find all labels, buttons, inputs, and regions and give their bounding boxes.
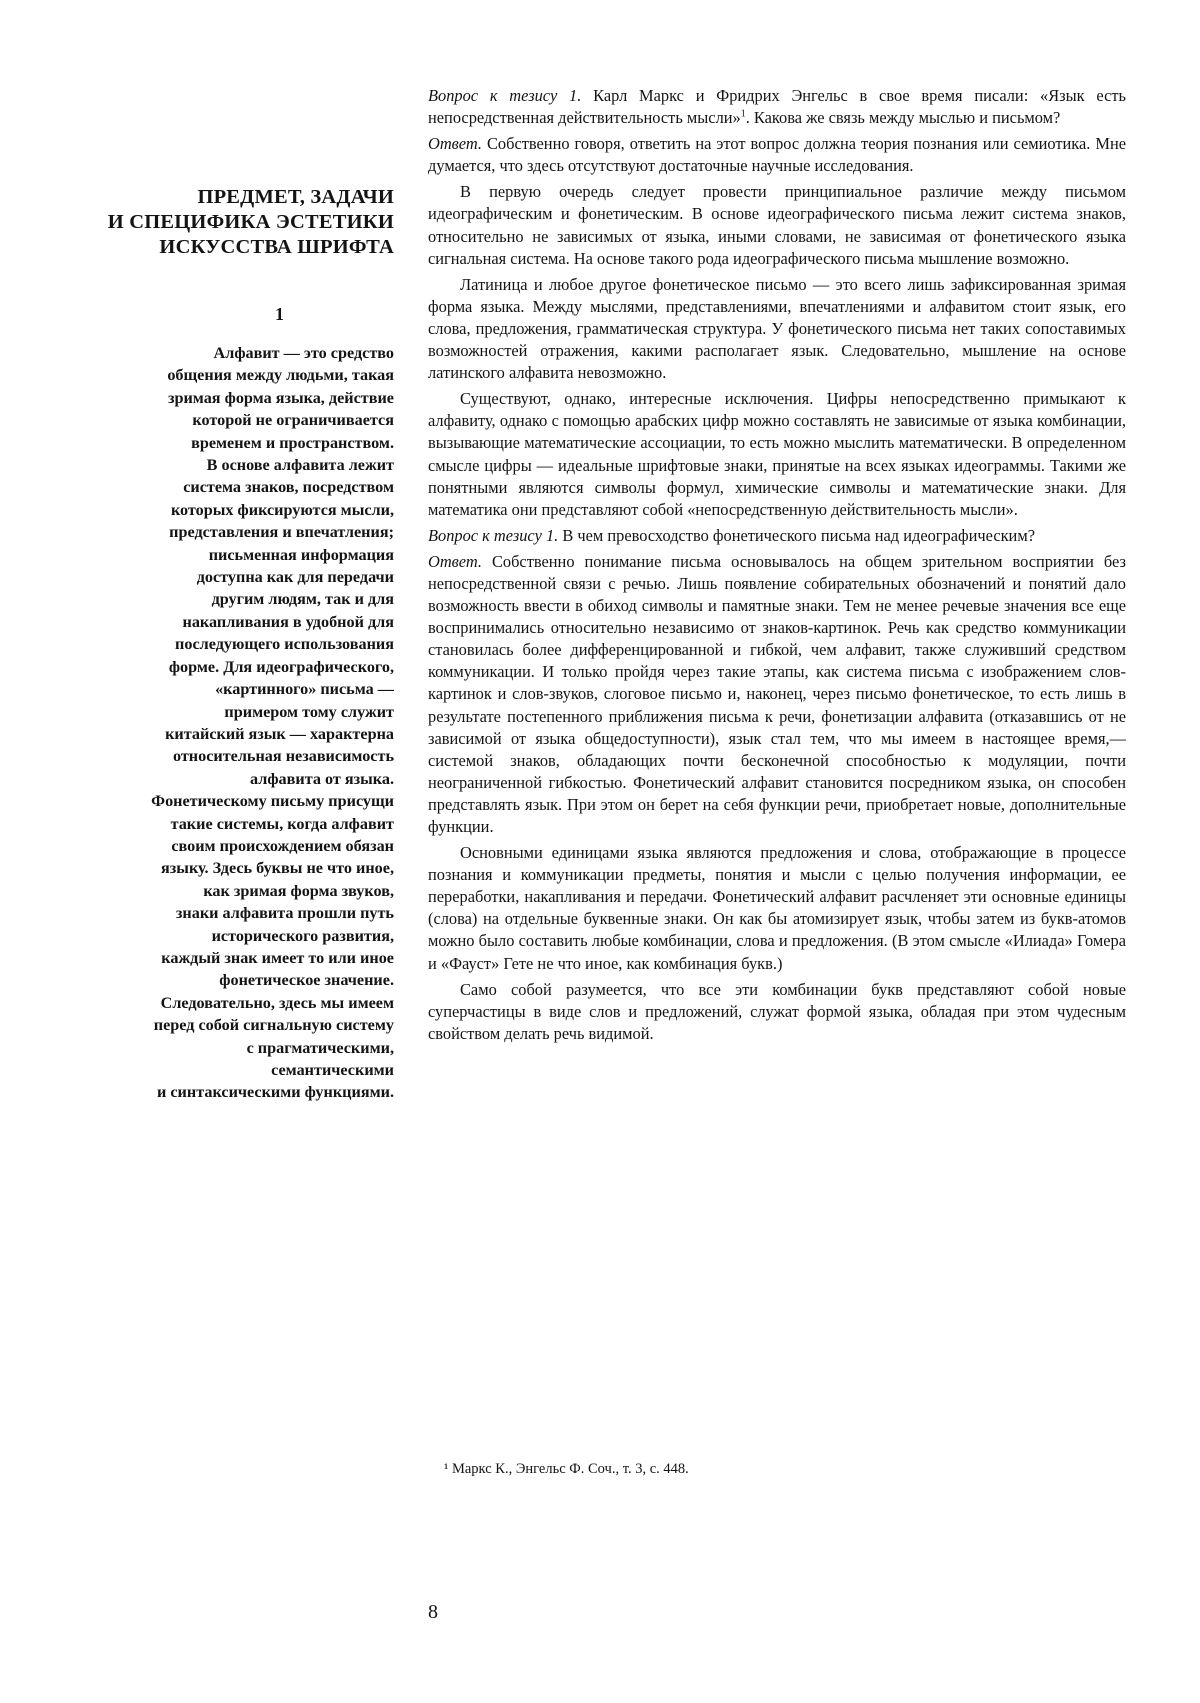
thesis-line: другим людям, так и для <box>211 590 394 609</box>
answer-text: Собственно говоря, ответить на этот вопрос должна теория познания или семиотика. Мне думается, что здесь отсутствуют достаточные научные исследования. <box>428 134 1126 176</box>
question-text-tail: . Какова же связь между мыслью и письмом? <box>745 108 1061 128</box>
thesis-line: временем и пространством. <box>191 433 394 452</box>
thesis-line: семантическими <box>271 1061 394 1079</box>
main-text-column <box>428 85 1126 1049</box>
thesis-line: Фонетическому письму присущи <box>151 792 394 811</box>
chapter-title-line: ИСКУССТВА ШРИФТА <box>159 236 394 258</box>
thesis-line: письменная информация <box>208 545 394 564</box>
answer-text: Собственно понимание письма основывалось на общем зрительном восприятии без непосредственной связи с речью. Лишь появление собирательных обозначений и понятий дало возможность ввести в обиход символы и памятные знаки. Тем не менее речевые значения все еще воспринимались относительно независимо от знаков-картинок. Речь как средство коммуникации становилась более дифференцированной и гибкой, чем алфавит, также служивший средством коммуникации. И только пройдя через такие этапы, как система письма с изображением слов-картинок и слов-звуков, слоговое письмо и, наконец, через письмо фонетическое, то есть лишь в результате постепенного приближения письма к речи, фонетизации алфавита (отказавшись от не зависимой от языка общедоступности), язык стал тем, что мы имеем в настоящее время,— системой знаков, обладающих почти бесконечной способностью к модуляции, почти неограниченной гибкостью. Фонетический алфавит становится посредником языка, он способен представлять язык. При этом он берет на себя функции речи, приобретает новые, дополнительные функции. <box>428 551 1126 836</box>
thesis-line: перед собой сигнальную систему <box>153 1016 394 1035</box>
thesis-line: В основе алфавита лежит <box>206 456 394 475</box>
answer-paragraph <box>428 133 1126 177</box>
chapter-title-line: И СПЕЦИФИКА ЭСТЕТИКИ <box>107 211 394 233</box>
thesis-line: каждый знак имеет то или иное <box>161 948 394 967</box>
body-paragraph: Существуют, однако, интересные исключения. Цифры непосредственно примыкают к алфавиту, однако с помощью арабских цифр можно составлять не зависимые от языка комбинации, вызывающие математические ассоциации, то есть можно мыслить математически. В определенном смысле цифры — идеальные шрифтовые знаки, принятые на всех языках идеограммы. Такими же понятными являются символы формул, химические символы и математические знаки. Для математика они представляют собой «непосредственную действительность мысли». <box>428 389 1126 519</box>
question-label: Вопрос к тезису 1. <box>428 525 559 545</box>
question-paragraph <box>428 85 1126 129</box>
chapter-title-line: ПРЕДМЕТ, ЗАДАЧИ <box>197 186 394 208</box>
section-number: 1 <box>275 304 284 324</box>
thesis-line: исторического развития, <box>211 926 394 945</box>
question-label: Вопрос к тезису 1. <box>428 86 582 105</box>
body-paragraph: Само собой разумеется, что все эти комбинации букв представляют собой новые суперчастицы в виде слов и предложений, служат формой языка, обладая при этом чудесным свойством делать речь видимой. <box>428 979 1126 1043</box>
question-text: Карл Маркс и Фридрих Энгельс в свое время писали: «Язык есть непосредственная действительность мысли» <box>428 86 1127 128</box>
body-paragraph: В первую очередь следует провести принципиальное различие между письмом идеографическим и фонетическим. В основе идеографического письма лежит система знаков, относительно не зависимых от языка, иными словами, не зависимая от фонетического языка сигнальная система. На основе такого рода идеографического письма мышление возможно. <box>428 182 1126 268</box>
thesis-line: которой не ограничивается <box>192 411 394 430</box>
thesis-line: своим происхождением обязан <box>171 836 394 855</box>
answer-label: Ответ. <box>428 134 482 154</box>
thesis-line: зримая форма языка, действие <box>167 388 394 407</box>
question-text: В чем превосходство фонетического письма над идеографическим? <box>558 525 1035 545</box>
thesis-line: алфавита от языка. <box>250 769 394 788</box>
thesis-line: языку. Здесь буквы не что иное, <box>161 859 394 878</box>
thesis-line: примером тому служит <box>224 702 394 721</box>
thesis-line: представления и впечатления; <box>169 523 394 542</box>
thesis-line: фонетическое значение. <box>219 971 394 990</box>
footnote-ref: 1 <box>740 108 746 120</box>
thesis-line: как зримая форма звуков, <box>203 881 394 900</box>
thesis-line: которых фиксируются мысли, <box>170 500 394 519</box>
thesis-line: общения между людьми, такая <box>167 366 394 385</box>
thesis-text <box>80 342 394 1104</box>
thesis-line: китайский язык — характерна <box>165 724 394 743</box>
body-paragraph: Латиница и любое другое фонетическое письмо — это всего лишь зафиксированная зримая форма языка. Между мыслями, представлениями, впечатлениями и алфавитом стоит язык, его слова, предложения, грамматическая структура. У фонетического письма нет таких сопоставимых возможностей отражения, какими располагает язык. Следовательно, мышление на основе латинского алфавита невозможно. <box>428 274 1126 383</box>
thesis-line: «картинного» письма — <box>215 680 394 699</box>
thesis-line: такие системы, когда алфавит <box>170 814 394 833</box>
answer-paragraph <box>428 551 1126 838</box>
thesis-line: последующего использования <box>175 635 394 654</box>
thesis-line: и синтаксическими функциями. <box>157 1083 394 1102</box>
thesis-line: система знаков, посредством <box>183 478 394 497</box>
thesis-line: доступна как для передачи <box>196 568 394 587</box>
footnote: ¹ Маркс К., Энгельс Ф. Соч., т. 3, с. 448. <box>444 1461 689 1477</box>
thesis-line: с прагматическими, <box>246 1038 394 1057</box>
answer-label: Ответ. <box>428 551 482 571</box>
body-paragraph: Основными единицами языка являются предложения и слова, отображающие в процессе познания и коммуникации предметы, понятия и мысли с целью получения информации, ее переработки, накапливания и передачи. Фонетический алфавит расчленяет эти основные единицы (слова) на отдельные буквенные знаки. Он как бы атомизирует язык, чтобы затем из букв-атомов можно было составить любые комбинации, слова и предложения. (В этом смысле «Илиада» Гомера и «Фауст» Гете не что иное, как комбинация букв.) <box>428 843 1126 973</box>
thesis-line: Следовательно, здесь мы имеем <box>160 993 394 1012</box>
left-column <box>80 185 394 1104</box>
page-number: 8 <box>428 1601 438 1623</box>
thesis-line: накапливания в удобной для <box>182 612 394 631</box>
thesis-line: форме. Для идеографического, <box>168 657 394 676</box>
question-paragraph <box>428 525 1126 547</box>
thesis-line: знаки алфавита прошли путь <box>175 904 394 923</box>
thesis-line: относительная независимость <box>172 747 394 766</box>
thesis-line: Алфавит — это средство <box>213 344 394 362</box>
chapter-title <box>80 185 394 260</box>
